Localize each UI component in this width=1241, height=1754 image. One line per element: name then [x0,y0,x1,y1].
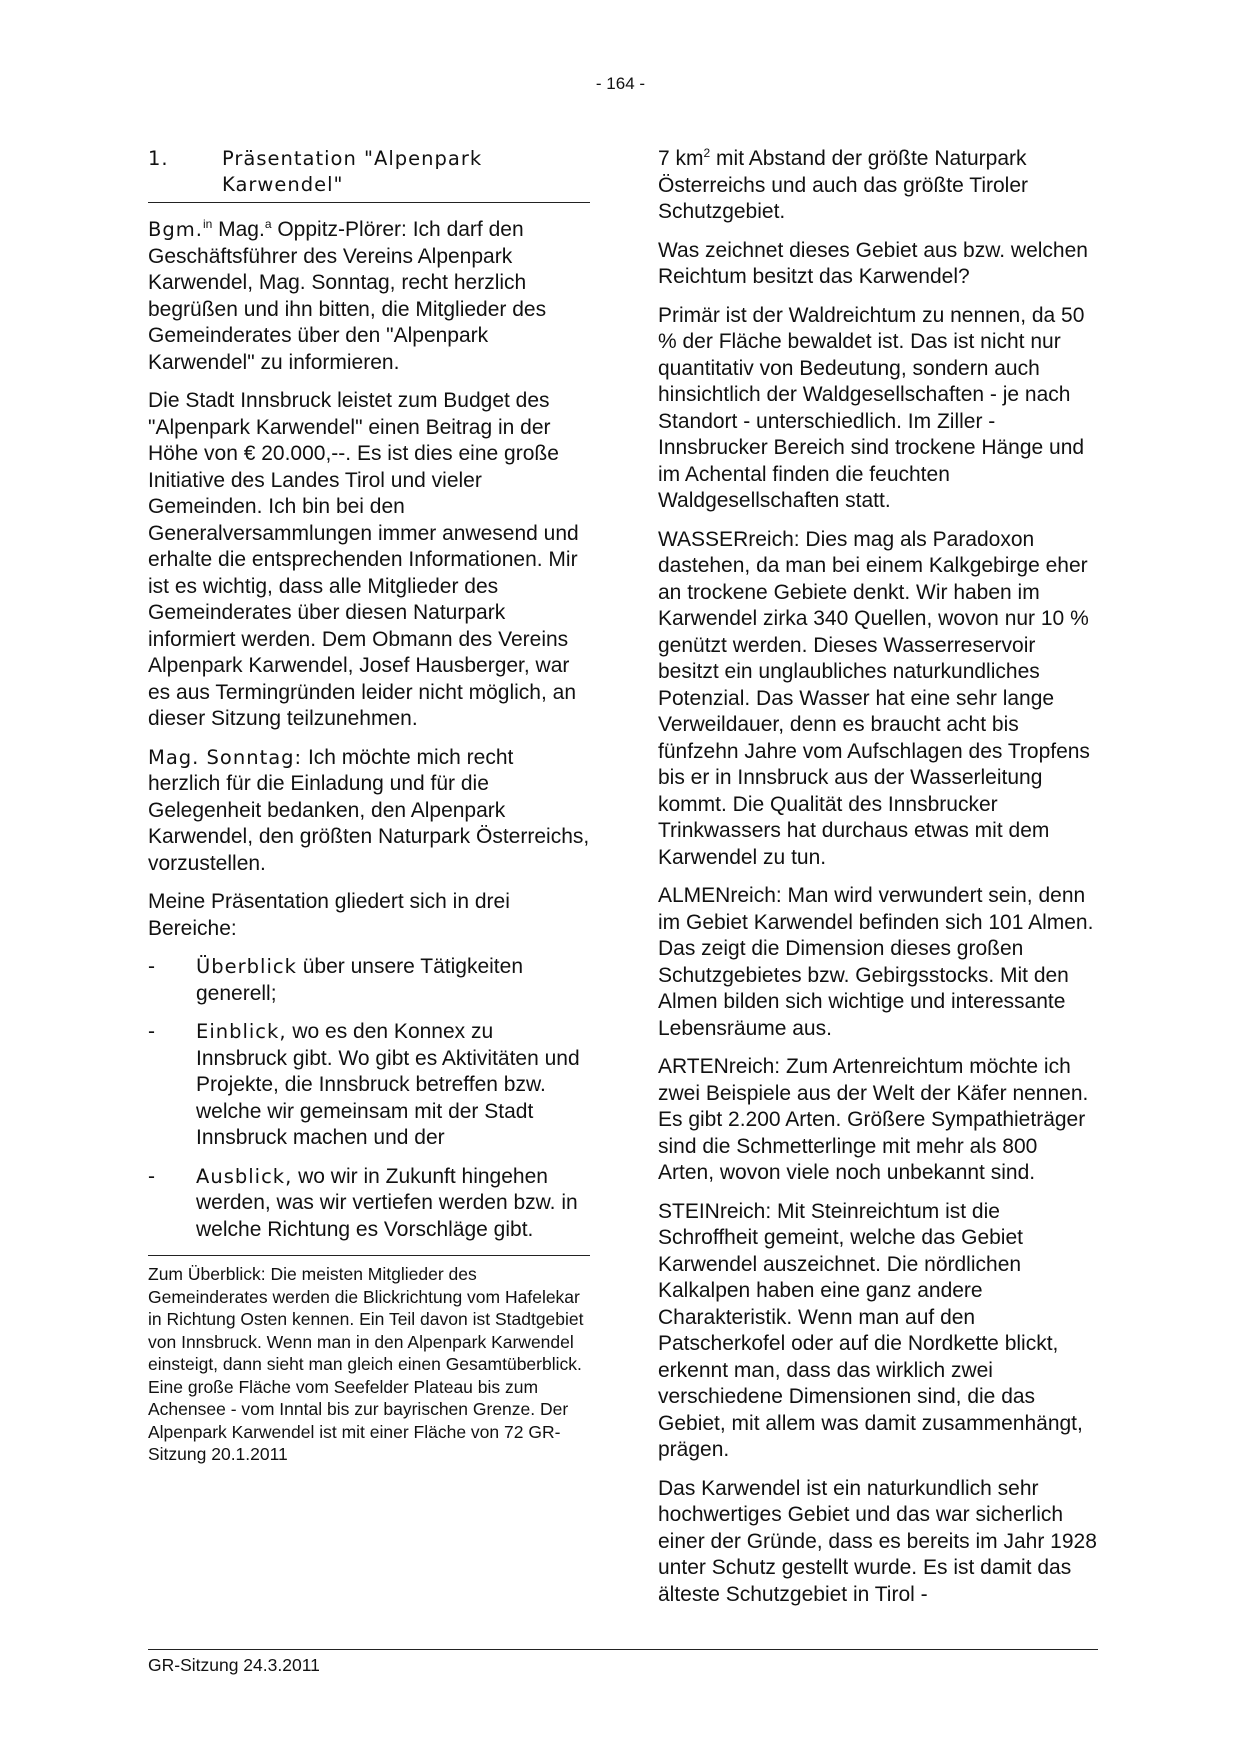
paragraph: Primär ist der Waldreichtum zu nennen, da 50 % der Fläche bewaldet ist. Das ist nicht nur quantitativ von Bedeutung, sondern auch hinsichtlich der Waldgesellschaften - je nach Standort - unterschiedlich. Im Ziller - Innsbrucker Bereich sind trockene Hänge und im Achental finden die feuchten Waldgesellschaften statt. [658,303,1085,512]
left-column [148,146,590,1466]
paragraph: ARTENreich: Zum Artenreichtum möchte ich zwei Beispiele aus der Welt der Käfer nennen. Es gibt 2.200 Arten. Größere Sympathieträger sind die Schmetterlinge mit mehr als 800 Arten, wovon viele noch unbekannt sind. [658,1055,1089,1184]
list-dash: - [148,1164,155,1188]
paragraph: Mag. Sonntag: Ich möchte mich recht herzlich für die Einladung und für die Gelegenheit bedanken, den Alpenpark Karwendel, den größten Naturpark Österreichs, vorzustellen. [148,745,590,875]
paragraph: STEINreich: Mit Steinreichtum ist die Schroffheit gemeint, welche das Gebiet Karwendel auszeichnet. Die nördlichen Kalkalpen haben eine ganz andere Charakteristik. Wenn man auf den Patscherkofel oder auf die Nordkette blickt, erkennt man, dass das wirklich zwei verschiedene Dimensionen sind, die das Gebiet, mit allem was damit zusammenhängt, prägen. [658,1199,1083,1461]
footnote: Zum Überblick: Die meisten Mitglieder des Gemeinderates werden die Blickrichtung vom Hafelekar in Richtung Osten kennen. Ein Teil davon ist Stadtgebiet von Innsbruck. Wenn man in den Alpenpark Karwendel einsteigt, dann sieht man gleich einen Gesamtüberblick. Eine große Fläche vom Seefelder Plateau bis zum Achensee - vom Inntal bis zur bayrischen Grenze. Der Alpenpark Karwendel ist mit einer Fläche von 72 GR-Sitzung 20.1.2011 [148,1255,590,1466]
footer: GR-Sitzung 24.3.2011 [148,1655,320,1675]
paragraph: WASSERreich: Dies mag als Paradoxon dastehen, da man bei einem Kalkgebirge eher an trockene Gebiete denkt. Wir haben im Karwendel zirka 340 Quellen, wovon nur 10 % genützt werden. Dieses Wasserreservoir besitzt ein unglaubliches naturkundliches Potenzial. Das Wasser hat eine sehr lange Verweildauer, denn es braucht acht bis fünfzehn Jahre vom Aufschlagen des Tropfens bis er in Innsbruck aus der Wasserleitung kommt. Die Qualität des Innsbrucker Trinkwassers hat durchaus etwas mit dem Karwendel zu tun. [658,527,1090,869]
list-item: - Ausblick, wo wir in Zukunft hingehen werden, was wir vertiefen werden bzw. in welche Richtung es Vorschläge gibt. [148,1164,590,1244]
footer-divider [148,1649,1098,1650]
list-dash: - [148,1020,155,1043]
paragraph: Das Karwendel ist ein naturkundlich sehr hochwertiges Gebiet und das war sicherlich einer der Gründe, dass es bereits im Jahr 1928 unter Schutz gestellt wurde. Es ist damit das älteste Schutzgebiet in Tirol - [658,1476,1097,1606]
heading-title: Präsentation "Alpenpark Karwendel" [222,147,483,196]
list-item: - Überblick über unsere Tätigkeiten generell; [148,954,590,1007]
paragraph: Bgm.$^{in}$ Mag.$^a$ Oppitz-Plörer: Ich darf den Geschäftsführer des Vereins Alpenpark Karwendel, Mag. Sonntag, recht herzlich begrüßen und ihn bitten, die Mitglieder des Gemeinderates über den "Alpenpark Karwendel" zu informieren. [148,217,547,374]
paragraph: Was zeichnet dieses Gebiet aus bzw. welchen Reichtum besitzt das Karwendel? [658,238,1088,288]
paragraph: Die Stadt Innsbruck leistet zum Budget des "Alpenpark Karwendel" einen Beitrag in der Höhe von € 20.000,--. Es ist dies eine große Initiative des Landes Tirol und vieler Gemeinden. Ich bin bei den Generalversammlungen immer anwesend und erhalte die entsprechenden Informationen. Mir ist es wichtig, dass alle Mitglieder des Gemeinderates über diesen Naturpark informiert werden. Dem Obmann des Vereins Alpenpark Karwendel, Josef Hausberger, war es aus Termingründen leider nicht möglich, an dieser Sitzung teilzunehmen. [148,389,579,730]
heading-number: 1. [148,147,169,170]
page-number: - 164 - [595,74,646,93]
list-dash: - [148,955,155,978]
right-column [658,146,1098,1620]
paragraph: Meine Präsentation gliedert sich in drei Bereiche: [148,890,510,940]
section-heading [148,146,590,203]
list-item: - Einblick, wo es den Konnex zu Innsbruck gibt. Wo gibt es Aktivitäten und Projekte, die Innsbruck betreffen bzw. welche wir gemeinsam mit der Stadt Innsbruck machen und der [148,1019,590,1152]
paragraph: ALMENreich: Man wird verwundert sein, denn im Gebiet Karwendel befinden sich 101 Almen. Das zeigt die Dimension dieses großen Schutzgebietes bzw. Gebirgsstocks. Mit den Almen bilden sich wichtige und interessante Lebensräume aus. [658,884,1094,1040]
paragraph: 7 $km^2$ mit Abstand der größte Naturpark Österreichs und auch das größte Tiroler Schutzgebiet. [658,146,1029,223]
